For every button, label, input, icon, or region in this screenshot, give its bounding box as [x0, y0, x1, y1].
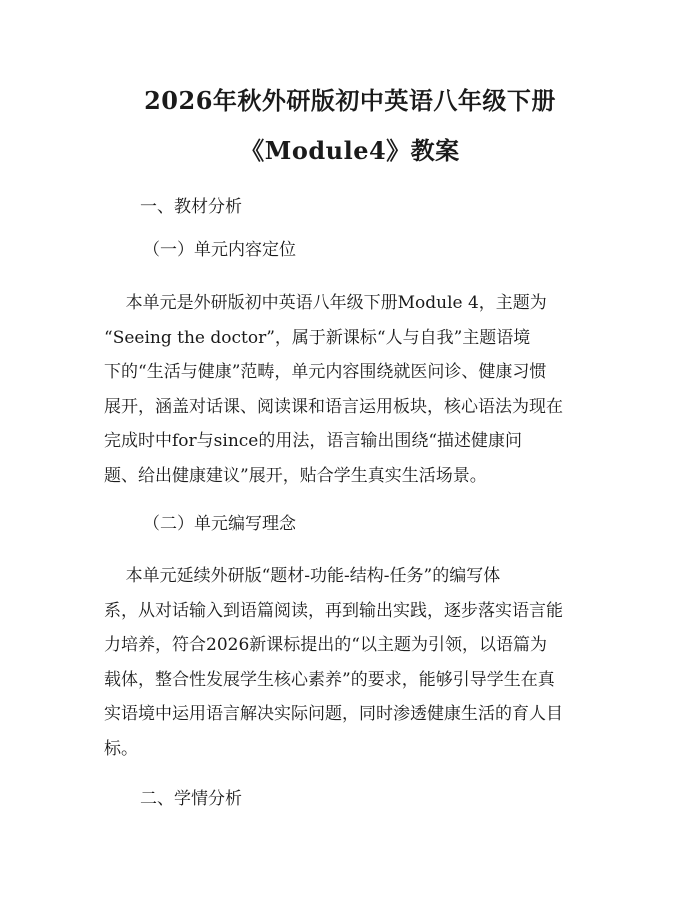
- section-heading-textbook-analysis: 一、教材分析: [140, 197, 242, 217]
- paragraph-line: 标。: [104, 738, 138, 759]
- document-title-line-2: 《Module4》教案: [240, 136, 460, 165]
- paragraph-line: 载体，整合性发展学生核心素养”的要求，能够引导学生在真: [104, 669, 555, 690]
- paragraph-line: 本单元延续外研版“题材-功能-结构-任务”的编写体: [104, 566, 501, 586]
- paragraph-line: 下的“生活与健康”范畴，单元内容围绕就医问诊、健康习惯: [104, 362, 547, 382]
- section-heading-student-analysis: 二、学情分析: [140, 789, 242, 809]
- paragraph-line: 完成时中for与since的用法，语言输出围绕“描述健康问: [104, 431, 523, 451]
- subsection-heading-writing-concept: （二）单元编写理念: [143, 514, 296, 534]
- paragraph-line: 系，从对话输入到语篇阅读，再到输出实践，逐步落实语言能: [104, 600, 563, 621]
- paragraph-writing-concept: [104, 559, 600, 766]
- paragraph-line: 本单元是外研版初中英语八年级下册Module 4，主题为: [104, 293, 547, 313]
- subsection-heading-unit-positioning: （一）单元内容定位: [143, 240, 296, 260]
- document-title-line-1: 2026年秋外研版初中英语八年级下册: [144, 86, 556, 115]
- paragraph-line: 题、给出健康建议”展开，贴合学生真实生活场景。: [104, 465, 487, 486]
- paragraph-unit-positioning: [104, 286, 600, 493]
- paragraph-line: “Seeing the doctor”，属于新课标“人与自我”主题语境: [104, 327, 531, 348]
- paragraph-line: 展开，涵盖对话课、阅读课和语言运用板块，核心语法为现在: [104, 396, 563, 417]
- paragraph-line: 力培养，符合2026新课标提出的“以主题为引领，以语篇为: [104, 635, 547, 655]
- paragraph-line: 实语境中运用语言解决实际问题，同时渗透健康生活的育人目: [104, 704, 563, 724]
